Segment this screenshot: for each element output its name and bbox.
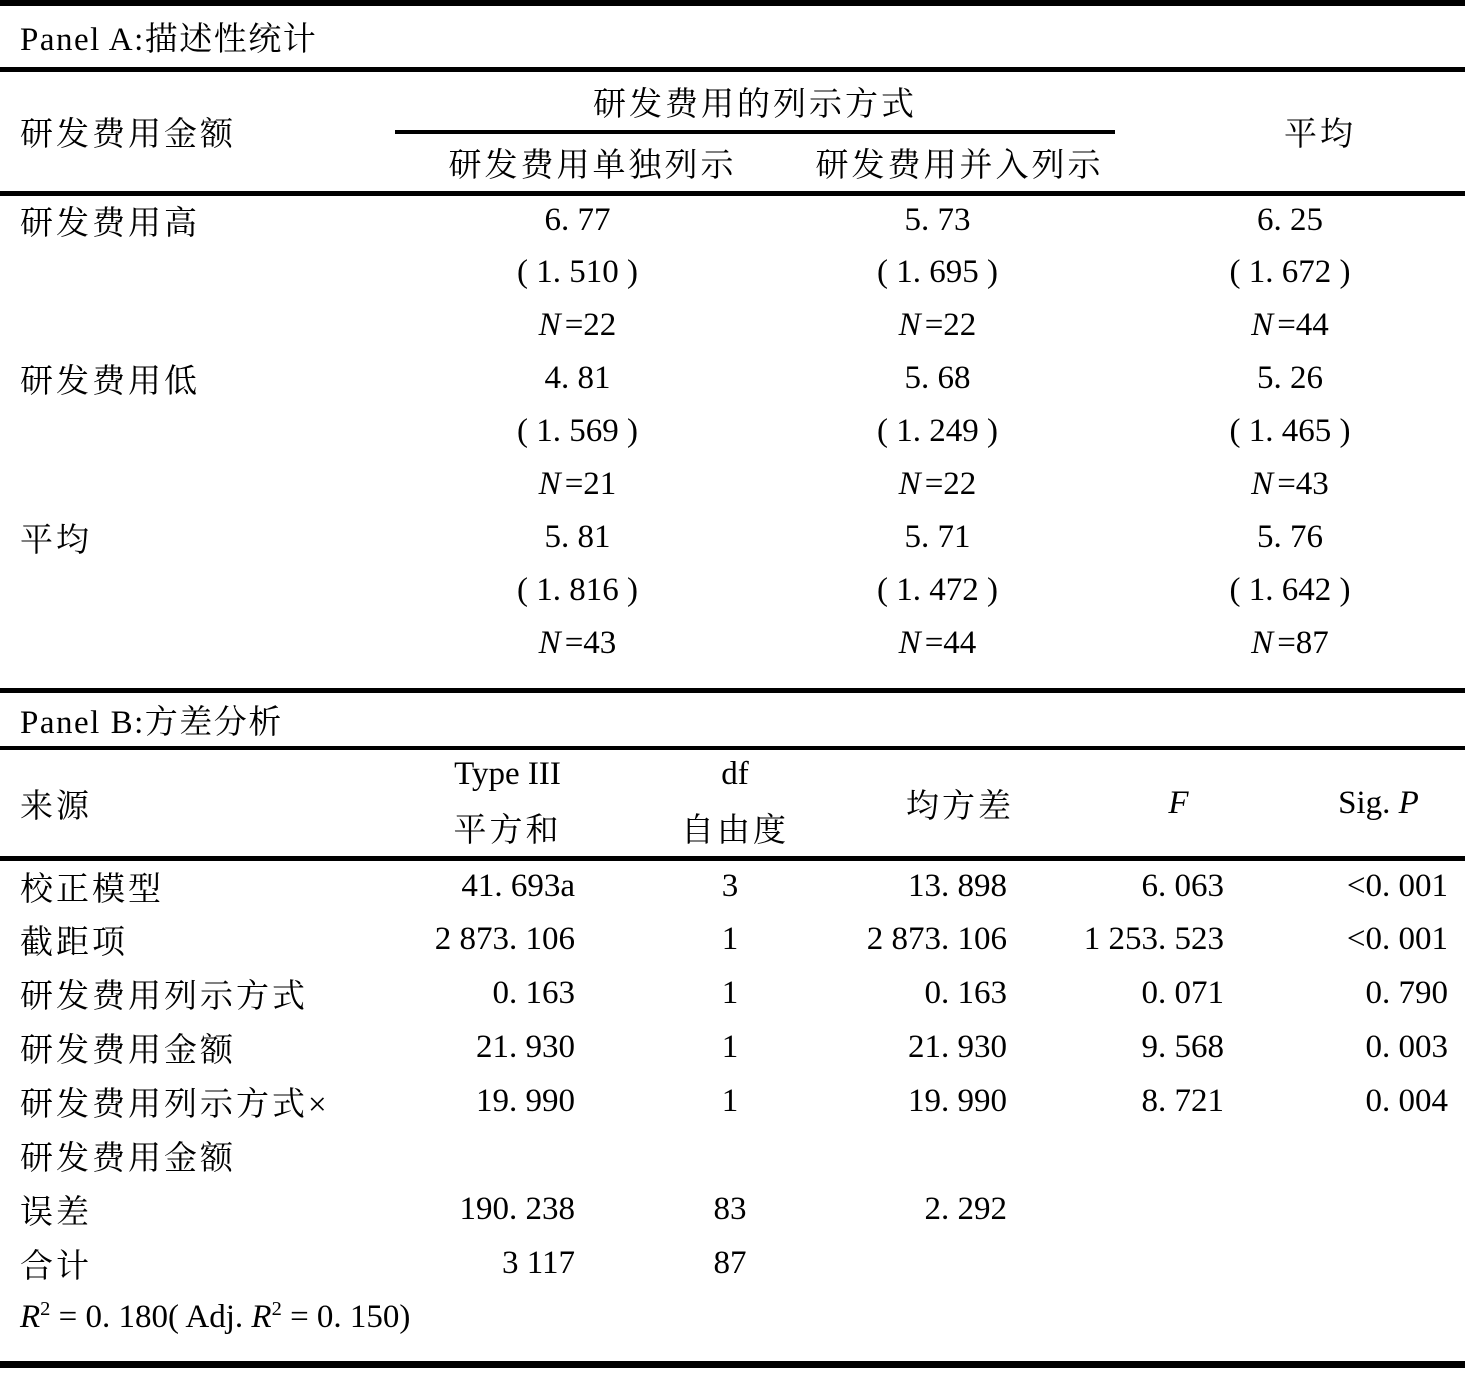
n-symbol: N [898, 307, 921, 343]
n-value: =22 [924, 307, 977, 343]
ss-cell: 190. 238 [459, 1191, 575, 1227]
table-row [0, 405, 1465, 458]
row-label-cell: 研发费用高 [20, 206, 200, 243]
sig-cell [1232, 1129, 1465, 1183]
source-label-cell: 合计 [20, 1249, 92, 1285]
n-value: =21 [564, 466, 617, 502]
ms-cell: 21. 930 [908, 1029, 1007, 1065]
col-header-combined: 研发费用并入列示 [760, 132, 1115, 193]
panel-a-header [0, 72, 1465, 193]
f-cell: 8. 721 [1141, 1083, 1224, 1119]
source-label-cell: 研发费用金额 [20, 1141, 236, 1177]
sd-cell: ( 1. 569 ) [517, 413, 638, 449]
source-label-cell: 研发费用列示方式 [20, 979, 308, 1015]
sig-cell: 0. 004 [1365, 1083, 1448, 1119]
sig-cell: <0. 001 [1346, 921, 1448, 957]
ss-cell: 0. 163 [492, 975, 575, 1011]
df-header-stack [625, 750, 845, 856]
source-label-cell: 校正模型 [20, 872, 164, 909]
df-cell [585, 1129, 845, 1183]
ss-cell: 3 117 [501, 1245, 575, 1281]
ms-cell: 13. 898 [908, 868, 1007, 905]
n-symbol: N [898, 625, 921, 661]
ms-cell: 2 873. 106 [866, 921, 1007, 957]
n-value: =87 [1277, 625, 1329, 661]
corner-header: 研发费用金额 [0, 72, 395, 193]
n-cell [395, 617, 760, 670]
mean-cell: 5. 73 [904, 202, 971, 239]
table-row [0, 299, 1465, 352]
f-cell: 6. 063 [1141, 868, 1224, 905]
n-symbol: N [898, 466, 921, 502]
empty-cell [0, 246, 395, 299]
table-row [0, 750, 1465, 859]
ms-cell [845, 1237, 1015, 1291]
table-row [0, 617, 1465, 670]
n-symbol: N [538, 625, 561, 661]
ms-cell: 19. 990 [908, 1083, 1007, 1119]
row-label-cell: 平均 [20, 523, 92, 559]
f-cell: 1 253. 523 [1083, 921, 1224, 957]
panel-a-body [0, 193, 1465, 670]
n-cell [760, 617, 1115, 670]
table-row [0, 458, 1465, 511]
empty-cell [0, 405, 395, 458]
source-label-cell: 截距项 [20, 925, 128, 961]
ss-cell: 2 873. 106 [434, 921, 575, 957]
col-header-separate: 研发费用单独列示 [395, 132, 760, 193]
ss-header-line2: 平方和 [453, 812, 562, 849]
sd-cell: ( 1. 816 ) [517, 572, 638, 608]
mean-cell: 6. 25 [1257, 202, 1323, 239]
table-row [0, 1075, 1465, 1129]
n-cell [1115, 299, 1465, 352]
table-row [0, 1237, 1465, 1291]
table-row [0, 967, 1465, 1021]
n-value: =44 [924, 625, 977, 661]
df-cell: 3 [721, 868, 739, 905]
n-symbol: N [538, 466, 561, 502]
panel-a-table [0, 72, 1465, 670]
panel-a-title: Panel A:描述性统计 [20, 22, 318, 58]
ss-cell: 21. 930 [476, 1029, 575, 1065]
df-cell: 87 [713, 1245, 747, 1281]
f-cell: 0. 071 [1141, 975, 1224, 1011]
sd-cell: ( 1. 472 ) [877, 572, 998, 608]
span-header: 研发费用的列示方式 [395, 72, 1115, 132]
n-symbol: N [538, 307, 561, 343]
r-symbol: R [251, 1299, 272, 1335]
mean-cell: 5. 26 [1257, 360, 1323, 396]
df-header-line2: 自由度 [681, 812, 789, 849]
r-squared-value: = 0. 180( Adj. [50, 1299, 252, 1335]
ss-header-stack [430, 750, 585, 856]
df-cell: 83 [713, 1191, 747, 1227]
ms-cell [845, 1129, 1015, 1183]
sd-cell: ( 1. 249 ) [877, 413, 998, 449]
r-squared-note [0, 1291, 1465, 1345]
sig-cell: 0. 790 [1365, 975, 1448, 1011]
n-value: =22 [924, 466, 977, 502]
r-exponent: 2 [271, 1298, 282, 1320]
sig-cell [1232, 1183, 1465, 1237]
sig-prefix: Sig. [1338, 784, 1399, 821]
empty-cell [0, 458, 395, 511]
col-header-ss [360, 750, 585, 859]
f-cell [1015, 1237, 1232, 1291]
n-cell [760, 299, 1115, 352]
panel-b-title: Panel B:方差分析 [20, 705, 283, 741]
n-cell [1115, 617, 1465, 670]
df-cell: 1 [721, 1083, 739, 1119]
table-row [0, 511, 1465, 564]
bottom-border-rule [0, 1361, 1465, 1368]
mean-cell: 5. 71 [904, 519, 971, 555]
ss-header-line1: Type III [454, 755, 561, 792]
mean-cell: 5. 76 [1257, 519, 1323, 555]
n-symbol: N [1251, 625, 1274, 661]
ss-cell: 19. 990 [476, 1083, 575, 1119]
table-row [0, 1129, 1465, 1183]
n-cell [395, 458, 760, 511]
sig-cell: <0. 001 [1346, 868, 1448, 905]
r-exponent: 2 [40, 1298, 51, 1320]
n-cell [1115, 458, 1465, 511]
empty-cell [0, 617, 395, 670]
source-label-cell: 误差 [20, 1195, 92, 1231]
table-row [0, 1291, 1465, 1345]
empty-cell [0, 564, 395, 617]
panel-b-table [0, 750, 1465, 1345]
n-value: =43 [564, 625, 617, 661]
sd-cell: ( 1. 672 ) [1229, 254, 1351, 290]
df-cell: 1 [721, 975, 739, 1011]
df-header-line1: df [721, 755, 749, 792]
sd-cell: ( 1. 465 ) [1229, 413, 1351, 449]
ss-cell: 41. 693a [461, 868, 575, 905]
ss-cell [360, 1129, 585, 1183]
table-row [0, 564, 1465, 617]
table-row [0, 193, 1465, 246]
empty-cell [0, 299, 395, 352]
table-row [0, 913, 1465, 967]
table-row [0, 352, 1465, 405]
col-header-df [585, 750, 845, 859]
mean-cell: 5. 81 [544, 519, 611, 555]
table-row [0, 246, 1465, 299]
mean-cell: 4. 81 [544, 360, 611, 396]
df-cell: 1 [721, 921, 739, 957]
mean-cell: 6. 77 [544, 202, 611, 239]
n-symbol: N [1251, 307, 1274, 343]
sig-cell: 0. 003 [1365, 1029, 1448, 1065]
col-header-source: 来源 [0, 750, 360, 859]
sig-cell [1232, 1237, 1465, 1291]
sd-cell: ( 1. 695 ) [877, 254, 998, 290]
sd-cell: ( 1. 642 ) [1229, 572, 1351, 608]
table-row [0, 72, 1465, 132]
ms-cell: 0. 163 [924, 975, 1007, 1011]
adj-r-squared-value: = 0. 150) [281, 1299, 411, 1335]
n-cell [760, 458, 1115, 511]
row-label-cell: 研发费用低 [20, 364, 200, 400]
table-row [0, 1021, 1465, 1075]
source-label-cell: 研发费用列示方式× [20, 1087, 330, 1123]
panel-b-body [0, 859, 1465, 1345]
sd-cell: ( 1. 510 ) [517, 254, 638, 290]
col-header-average: 平均 [1115, 72, 1465, 193]
n-value: =22 [564, 307, 617, 343]
f-cell [1015, 1129, 1232, 1183]
f-cell: 9. 568 [1141, 1029, 1224, 1065]
table-row [0, 1183, 1465, 1237]
r-symbol: R [20, 1299, 41, 1335]
n-cell [395, 299, 760, 352]
col-header-f: F [1015, 750, 1232, 859]
sig-p-symbol: P [1398, 784, 1419, 821]
table-row [0, 859, 1465, 913]
col-header-sig [1232, 750, 1465, 859]
panel-b-header [0, 750, 1465, 859]
col-header-ms: 均方差 [845, 750, 1015, 859]
mean-cell: 5. 68 [904, 360, 971, 396]
n-value: =43 [1277, 466, 1329, 502]
source-label-cell: 研发费用金额 [20, 1033, 236, 1069]
ms-cell: 2. 292 [924, 1191, 1007, 1227]
n-value: =44 [1277, 307, 1329, 343]
df-cell: 1 [721, 1029, 739, 1065]
f-cell [1015, 1183, 1232, 1237]
n-symbol: N [1251, 466, 1274, 502]
